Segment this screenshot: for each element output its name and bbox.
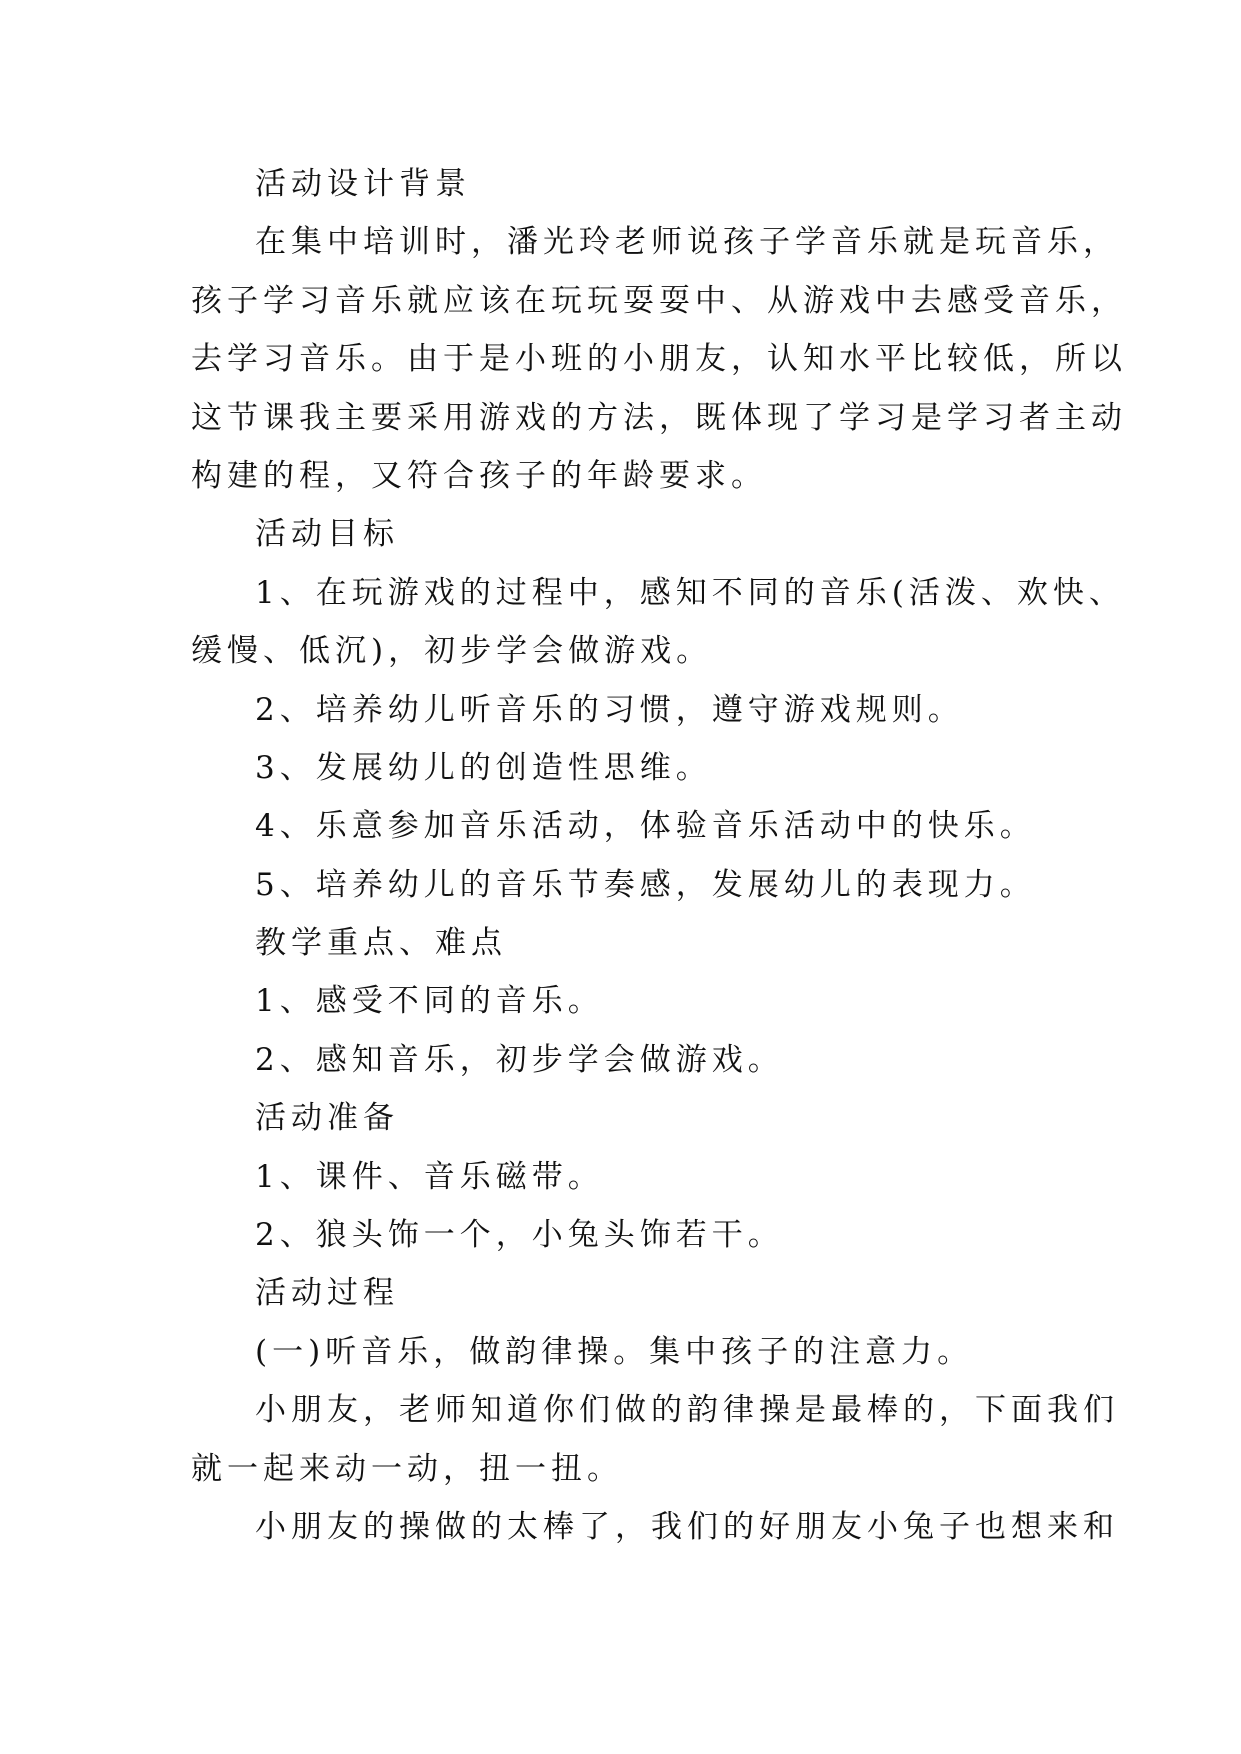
list-item: 5、培养幼儿的音乐节奏感，发展幼儿的表现力。 [255, 866, 1036, 903]
paragraph-line: 这节课我主要采用游戏的方法，既体现了学习是学习者主动 [191, 399, 1127, 436]
list-item: 2、狼头饰一个，小兔头饰若干。 [255, 1217, 784, 1254]
list-item: 3、发展幼儿的创造性思维。 [255, 749, 712, 786]
document-body [191, 155, 1127, 1556]
list-item: 1、在玩游戏的过程中，感知不同的音乐(活泼、欢快、 [255, 574, 1125, 611]
section-heading-key-points: 教学重点、难点 [255, 925, 507, 962]
paragraph-line: 小朋友的操做的太棒了，我们的好朋友小兔子也想来和 [255, 1508, 1119, 1545]
paragraph-line: 构建的程，又符合孩子的年龄要求。 [191, 457, 767, 494]
paragraph-line: 小朋友，老师知道你们做的韵律操是最棒的，下面我们 [255, 1392, 1119, 1429]
step-heading: (一)听音乐，做韵律操。集中孩子的注意力。 [255, 1333, 974, 1370]
list-item: 1、感受不同的音乐。 [255, 983, 604, 1020]
list-item: 4、乐意参加音乐活动，体验音乐活动中的快乐。 [255, 808, 1036, 845]
paragraph-line: 孩子学习音乐就应该在玩玩耍耍中、从游戏中去感受音乐， [191, 282, 1127, 319]
section-heading-goals: 活动目标 [255, 516, 399, 553]
list-item: 1、课件、音乐磁带。 [255, 1158, 604, 1195]
section-heading-preparation: 活动准备 [255, 1100, 399, 1137]
list-item-continuation: 缓慢、低沉)，初步学会做游戏。 [191, 633, 713, 670]
section-heading-process: 活动过程 [255, 1275, 399, 1312]
paragraph-line: 去学习音乐。由于是小班的小朋友，认知水平比较低，所以 [191, 341, 1127, 378]
list-item: 2、培养幼儿听音乐的习惯，遵守游戏规则。 [255, 691, 964, 728]
paragraph-line: 就一起来动一动，扭一扭。 [191, 1450, 623, 1487]
section-heading-background: 活动设计背景 [255, 166, 471, 202]
list-item: 2、感知音乐，初步学会做游戏。 [255, 1041, 784, 1078]
paragraph-line: 在集中培训时，潘光玲老师说孩子学音乐就是玩音乐， [255, 224, 1119, 261]
